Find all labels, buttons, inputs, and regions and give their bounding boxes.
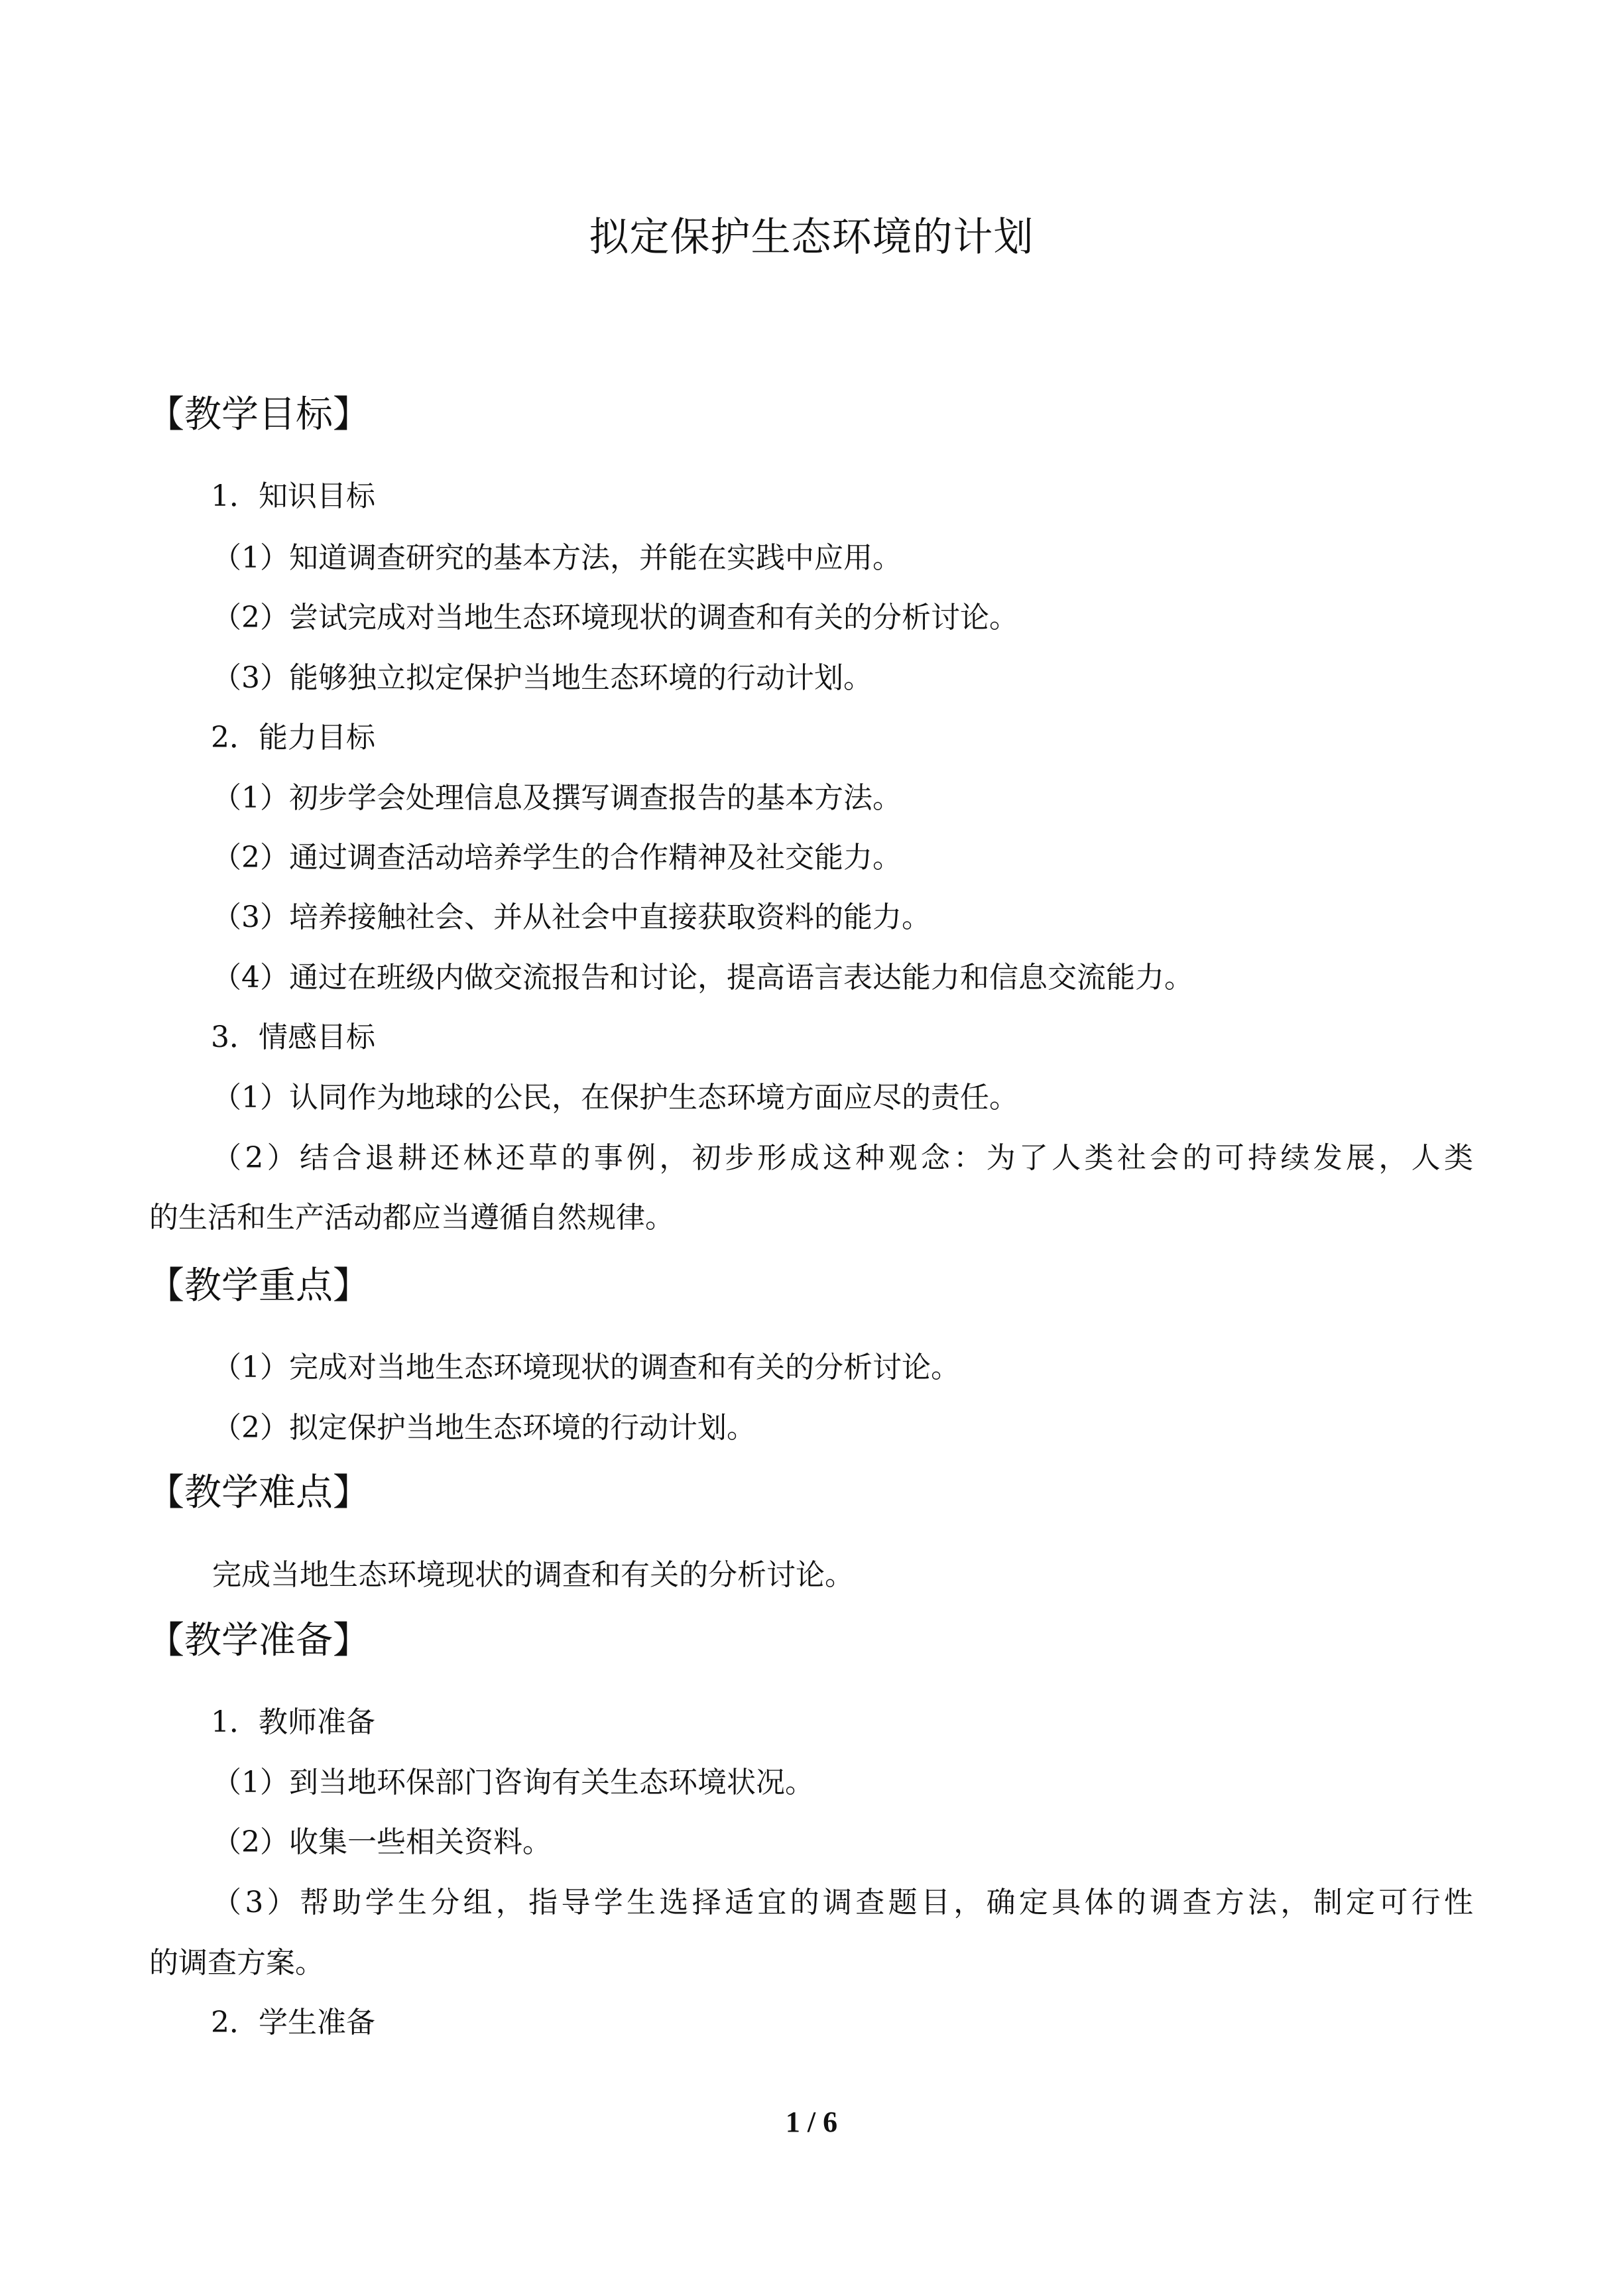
- knowledge-item: （2）尝试完成对当地生态环境现状的调查和有关的分析讨论。: [212, 601, 1018, 634]
- emotion-objective-label: 3．情感目标: [211, 1020, 375, 1054]
- document-title: 拟定保护生态环境的计划: [589, 214, 1034, 261]
- knowledge-item: （1）知道调查研究的基本方法，并能在实践中应用。: [212, 541, 902, 575]
- teacher-preparation-item: （2）收集一些相关资料。: [212, 1825, 552, 1859]
- ability-objective-label: 2．能力目标: [211, 721, 375, 755]
- teacher-preparation-label: 1．教师准备: [211, 1705, 375, 1739]
- ability-item: （2）通过调查活动培养学生的合作精神及社交能力。: [212, 841, 902, 875]
- teacher-preparation-item: （1）到当地环保部门咨询有关生态环境状况。: [212, 1766, 814, 1799]
- key-point-item: （1）完成对当地生态环境现状的调查和有关的分析讨论。: [212, 1351, 960, 1384]
- section-heading-preparation: 【教学准备】: [147, 1619, 370, 1662]
- difficulty-text: 完成当地生态环境现状的调查和有关的分析讨论。: [212, 1558, 854, 1592]
- section-heading-objectives: 【教学目标】: [147, 393, 370, 436]
- emotion-item: （2）结合退耕还林还草的事例，初步形成这种观念：为了人类社会的可持续发展，人类: [212, 1141, 1473, 1175]
- section-heading-difficulties: 【教学难点】: [147, 1471, 370, 1514]
- emotion-item-continuation: 的生活和生产活动都应当遵循自然规律。: [149, 1201, 674, 1235]
- ability-item: （1）初步学会处理信息及撰写调查报告的基本方法。: [212, 781, 902, 815]
- teacher-preparation-item-continuation: 的调查方案。: [149, 1946, 324, 1980]
- page-number: 1 / 6: [785, 2106, 838, 2138]
- ability-item: （3）培养接触社会、并从社会中直接获取资料的能力。: [212, 900, 931, 934]
- knowledge-item: （3）能够独立拟定保护当地生态环境的行动计划。: [212, 661, 872, 695]
- key-point-item: （2）拟定保护当地生态环境的行动计划。: [212, 1411, 756, 1445]
- emotion-item: （1）认同作为地球的公民，在保护生态环境方面应尽的责任。: [212, 1081, 1018, 1115]
- student-preparation-label: 2．学生准备: [211, 2006, 375, 2039]
- ability-item: （4）通过在班级内做交流报告和讨论，提高语言表达能力和信息交流能力。: [212, 961, 1193, 995]
- knowledge-objective-label: 1．知识目标: [211, 479, 375, 513]
- section-heading-key-points: 【教学重点】: [147, 1264, 370, 1307]
- teacher-preparation-item: （3）帮助学生分组，指导学生选择适宜的调查题目，确定具体的调查方法，制定可行性: [212, 1886, 1473, 1919]
